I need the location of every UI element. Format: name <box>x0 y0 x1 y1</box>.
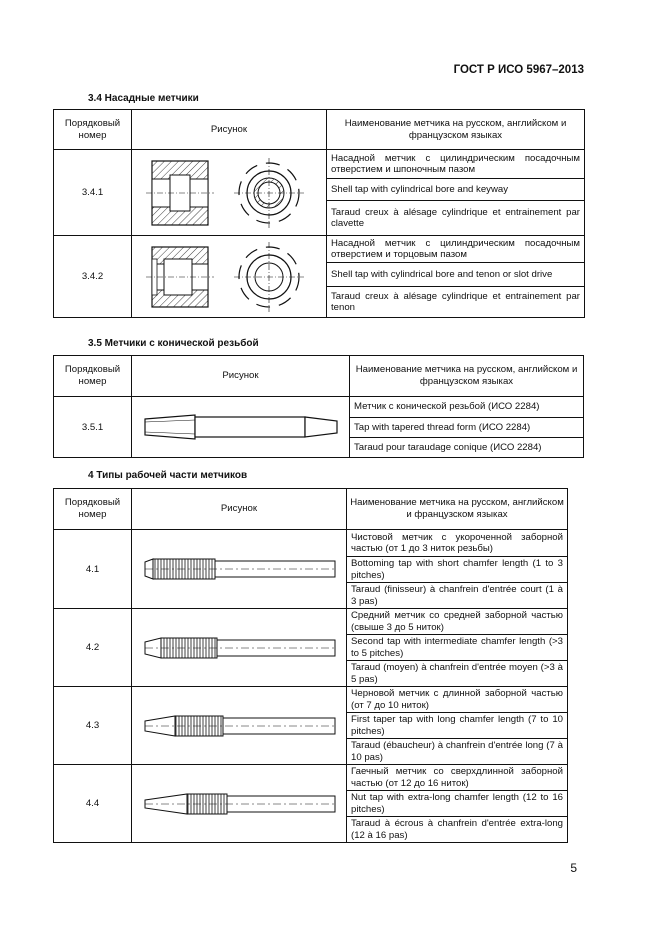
name-fr: Taraud à écrous à chanfrein d'entrée extra-long (12 à 16 pas) <box>347 817 568 843</box>
name-fr: Taraud (moyen) à chanfrein d'entrée moyen (>3 à 5 pas) <box>347 661 568 687</box>
name-ru: Гаечный метчик со сверхдлинной заборной частью (от 12 до 16 ниток) <box>347 765 568 791</box>
name-ru: Средний метчик со средней заборной частью (свыше 3 до 5 ниток) <box>347 609 568 635</box>
table-row <box>54 765 568 791</box>
name-en: Shell tap with cylindrical bore and keyway <box>327 179 585 201</box>
figure-shell-tap-keyway <box>132 150 327 236</box>
table-header-row <box>54 489 568 530</box>
figure-shell-tap-tenon <box>132 236 327 318</box>
name-en: Bottoming tap with short chamfer length (1 to 3 pitches) <box>347 557 568 583</box>
name-en: First taper tap with long chamfer length (7 to 10 pitches) <box>347 713 568 739</box>
page-number: 5 <box>570 861 577 875</box>
header-number: Порядковый номер <box>54 356 132 397</box>
table-row <box>54 236 585 263</box>
section-title-4: 4 Типы рабочей части метчиков <box>88 470 248 481</box>
table-3-5 <box>53 355 584 458</box>
name-en: Nut tap with extra-long chamfer length (12 to 16 pitches) <box>347 791 568 817</box>
row-number: 3.4.2 <box>54 236 132 318</box>
name-fr: Taraud pour taraudage conique (ИСО 2284) <box>350 438 584 458</box>
table-row <box>54 687 568 713</box>
header-figure: Рисунок <box>132 356 350 397</box>
name-ru: Насадной метчик с цилиндрическим посадочным отверстием и шпоночным пазом <box>327 150 585 179</box>
figure-nut-tap <box>132 765 347 843</box>
header-name: Наименование метчика на русском, английском и французском языках <box>347 489 568 530</box>
name-fr: Taraud creux à alésage cylindrique et entrainement par clavette <box>327 201 585 236</box>
name-ru: Насадной метчик с цилиндрическим посадочным отверстием и торцовым пазом <box>327 236 585 263</box>
section-title-3-5: 3.5 Метчики с конической резьбой <box>88 338 259 349</box>
name-fr: Taraud (finisseur) à chanfrein d'entrée court (1 à 3 pas) <box>347 583 568 609</box>
name-ru: Метчик с конической резьбой (ИСО 2284) <box>350 397 584 418</box>
figure-first-taper-tap <box>132 687 347 765</box>
row-number: 4.3 <box>54 687 132 765</box>
name-fr: Taraud creux à alésage cylindrique et entrainement par tenon <box>327 287 585 318</box>
name-fr: Taraud (ébaucheur) à chanfrein d'entrée long (7 à 10 pas) <box>347 739 568 765</box>
row-number: 3.4.1 <box>54 150 132 236</box>
table-header-row <box>54 356 584 397</box>
figure-tapered-tap <box>132 397 350 458</box>
name-ru: Чистовой метчик с укороченной заборной частью (от 1 до 3 ниток резьбы) <box>347 530 568 557</box>
table-row <box>54 609 568 635</box>
figure-second-tap <box>132 609 347 687</box>
header-figure: Рисунок <box>132 489 347 530</box>
row-number: 4.2 <box>54 609 132 687</box>
header-number: Порядковый номер <box>54 489 132 530</box>
header-name: Наименование метчика на русском, английском и французском языках <box>327 110 585 150</box>
table-row <box>54 397 584 418</box>
name-en: Shell tap with cylindrical bore and tenon or slot drive <box>327 263 585 287</box>
header-name: Наименование метчика на русском, английском и французском языках <box>350 356 584 397</box>
section-title-3-4: 3.4 Насадные метчики <box>88 93 199 104</box>
table-3-4 <box>53 109 585 318</box>
name-en: Tap with tapered thread form (ИСО 2284) <box>350 418 584 438</box>
table-4 <box>53 488 568 843</box>
document-header: ГОСТ Р ИСО 5967–2013 <box>453 64 584 76</box>
figure-bottoming-tap <box>132 530 347 609</box>
header-number: Порядковый номер <box>54 110 132 150</box>
row-number: 4.1 <box>54 530 132 609</box>
name-en: Second tap with intermediate chamfer length (>3 to 5 pitches) <box>347 635 568 661</box>
row-number: 3.5.1 <box>54 397 132 458</box>
table-row <box>54 150 585 179</box>
header-figure: Рисунок <box>132 110 327 150</box>
table-header-row <box>54 110 585 150</box>
table-row <box>54 530 568 557</box>
name-ru: Черновой метчик с длинной заборной частью (от 7 до 10 ниток) <box>347 687 568 713</box>
row-number: 4.4 <box>54 765 132 843</box>
